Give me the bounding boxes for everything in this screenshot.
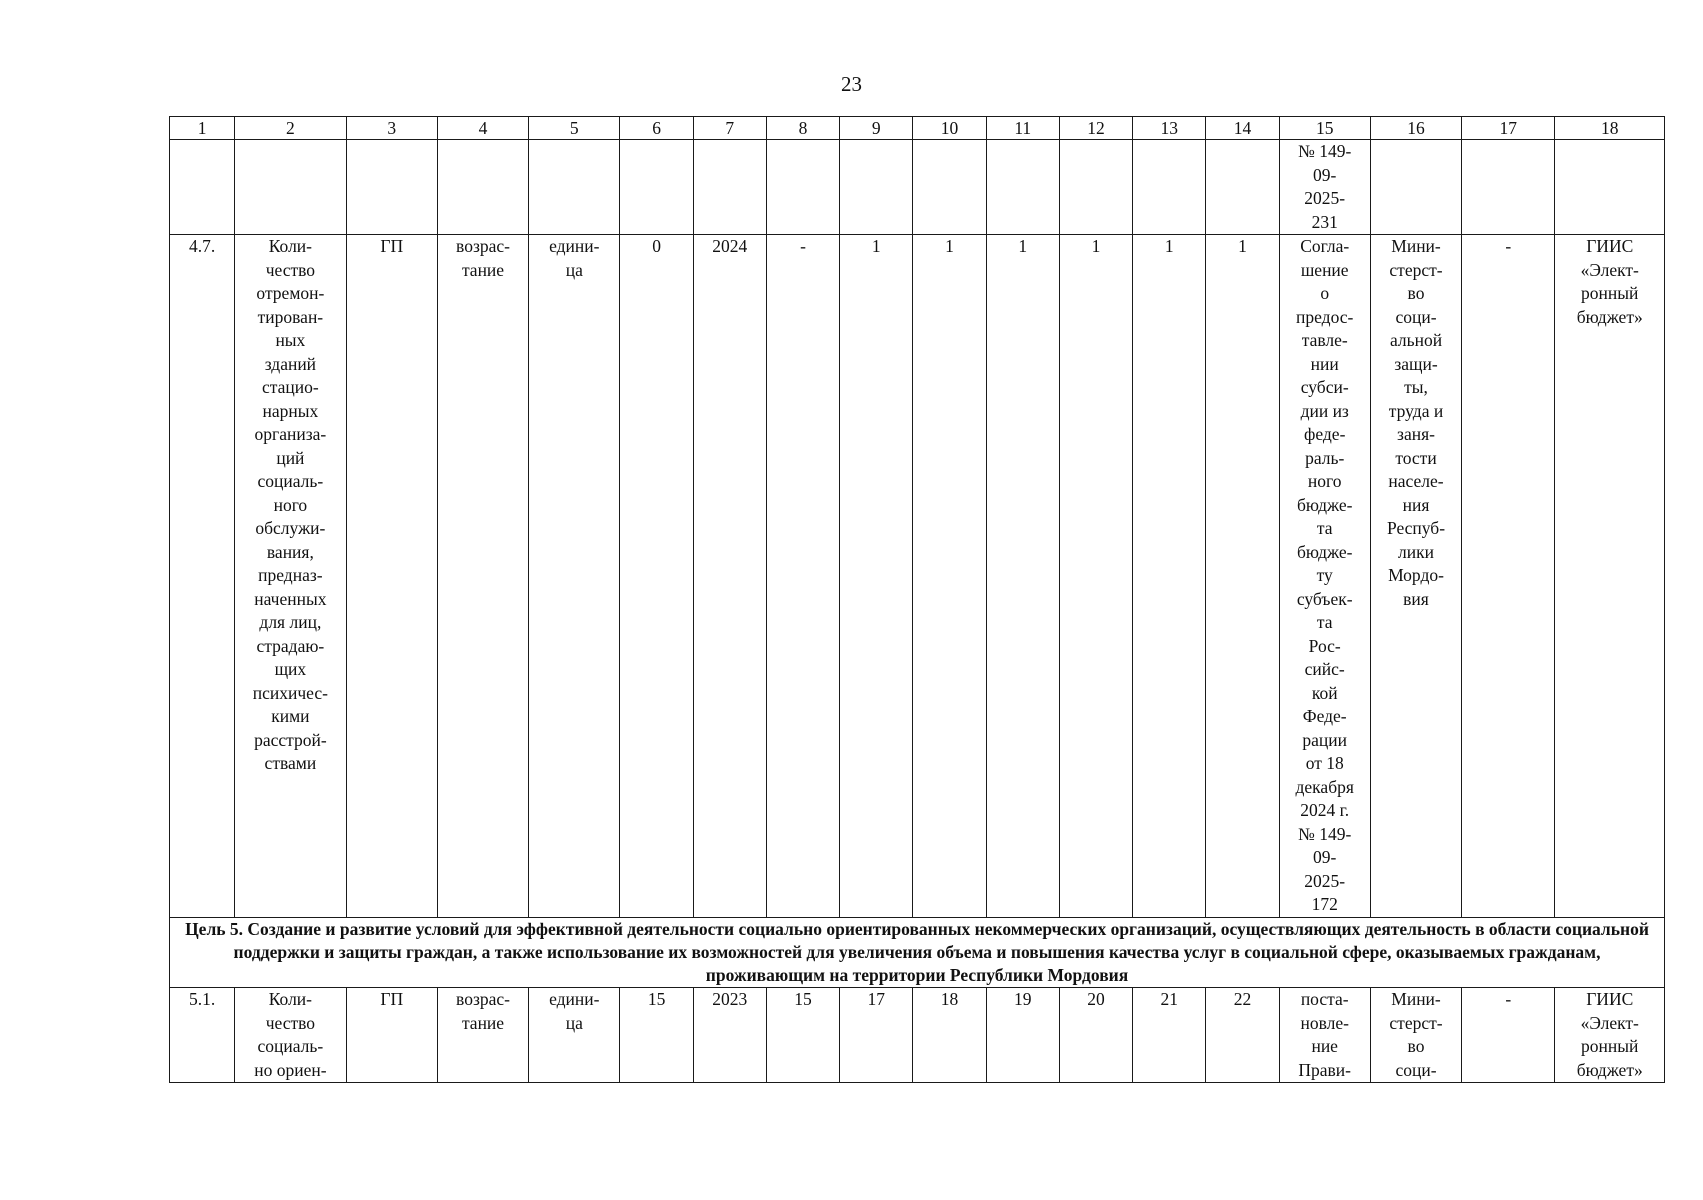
table-cell: 1 — [1133, 235, 1206, 918]
table-cell: 13 — [1133, 117, 1206, 140]
table-cell: 17 — [840, 988, 913, 1083]
table-row — [170, 140, 1665, 235]
table-cell: Мини- стерст- во соци- альной защи- ты, труда и заня- тости населе- ния Респуб- лики Мордо- вия — [1370, 235, 1461, 918]
table-cell: ГИИС «Элект- ронный бюджет» — [1555, 988, 1665, 1083]
goal-row — [170, 918, 1665, 988]
table-cell: 6 — [620, 117, 693, 140]
table-cell: 0 — [620, 235, 693, 918]
table-row — [170, 235, 1665, 918]
table-cell: едини- ца — [529, 235, 620, 918]
table-cell: 7 — [693, 117, 766, 140]
table-cell — [693, 140, 766, 235]
table-cell: поста- новле- ние Прави- — [1279, 988, 1370, 1083]
table-cell: 2024 — [693, 235, 766, 918]
table-cell: 1 — [1059, 235, 1132, 918]
table-cell: 14 — [1206, 117, 1279, 140]
table-cell — [1059, 140, 1132, 235]
header-row — [170, 117, 1665, 140]
table-row — [170, 988, 1665, 1083]
table-cell: 5 — [529, 117, 620, 140]
table-cell — [766, 140, 839, 235]
table-cell: Согла- шение о предос- тавле- нии субси- дии из феде- раль- ного бюдже- та бюдже- ту субъек- та Рос- сийс- кой Феде- рации от 18 декабря 2024 г. № 149- 09- 2025- 172 — [1279, 235, 1370, 918]
table-cell: 15 — [766, 988, 839, 1083]
table-cell: ГП — [346, 235, 437, 918]
table-cell — [913, 140, 986, 235]
table-cell: 10 — [913, 117, 986, 140]
table-cell — [529, 140, 620, 235]
table-cell — [1555, 140, 1665, 235]
table-cell: 2 — [235, 117, 346, 140]
indicators-table — [169, 116, 1665, 1083]
goal-heading: Цель 5. Создание и развитие условий для эффективной деятельности социально ориентированных некоммерческих организаций, осуществляющих деятельность в области социальной поддержки и защиты граждан, а также использование их возможностей для увеличения объема и повышения качества услуг в социальной сфере, оказываемых гражданам, проживающим на территории Республики Мордовия — [170, 918, 1665, 988]
table-cell: 1 — [1206, 235, 1279, 918]
table-cell: ГП — [346, 988, 437, 1083]
table-cell: возрас- тание — [437, 235, 528, 918]
table-cell — [986, 140, 1059, 235]
table-cell: едини- ца — [529, 988, 620, 1083]
table-cell — [1370, 140, 1461, 235]
table-cell: № 149- 09- 2025- 231 — [1279, 140, 1370, 235]
table-cell — [620, 140, 693, 235]
table-cell: 1 — [840, 235, 913, 918]
table-cell: 19 — [986, 988, 1059, 1083]
table-cell: 12 — [1059, 117, 1132, 140]
table-cell: 1 — [170, 117, 235, 140]
table-cell — [437, 140, 528, 235]
table-cell: 16 — [1370, 117, 1461, 140]
table-cell: 9 — [840, 117, 913, 140]
table-cell — [346, 140, 437, 235]
table-cell: - — [1462, 235, 1555, 918]
table-cell — [1133, 140, 1206, 235]
table-cell: 21 — [1133, 988, 1206, 1083]
table-cell: 4 — [437, 117, 528, 140]
page-number: 23 — [841, 72, 862, 96]
table-cell — [840, 140, 913, 235]
table-cell — [235, 140, 346, 235]
table-cell: - — [1462, 988, 1555, 1083]
table-cell: 18 — [913, 988, 986, 1083]
table-cell: - — [766, 235, 839, 918]
table-cell: 2023 — [693, 988, 766, 1083]
table-cell: возрас- тание — [437, 988, 528, 1083]
table-cell: 17 — [1462, 117, 1555, 140]
table-cell — [1462, 140, 1555, 235]
table-cell: Коли- чество отремон- тирован- ных зданий стацио- нарных организа- ций социаль- ного обслужи- вания, предназ- наченных для лиц, страдаю- щих психичес- кими расстрой- ствами — [235, 235, 346, 918]
table-cell: ГИИС «Элект- ронный бюджет» — [1555, 235, 1665, 918]
table-cell: 5.1. — [170, 988, 235, 1083]
table-cell: 20 — [1059, 988, 1132, 1083]
table-cell: Мини- стерст- во соци- — [1370, 988, 1461, 1083]
table-cell: 3 — [346, 117, 437, 140]
table-cell: 18 — [1555, 117, 1665, 140]
table-cell — [170, 140, 235, 235]
table-cell: 1 — [986, 235, 1059, 918]
table-cell — [1206, 140, 1279, 235]
table-cell: 8 — [766, 117, 839, 140]
table-cell: 15 — [1279, 117, 1370, 140]
table-cell: 11 — [986, 117, 1059, 140]
table-cell: 22 — [1206, 988, 1279, 1083]
table-cell: Коли- чество социаль- но ориен- — [235, 988, 346, 1083]
table-cell: 4.7. — [170, 235, 235, 918]
table-cell: 15 — [620, 988, 693, 1083]
table-cell: 1 — [913, 235, 986, 918]
